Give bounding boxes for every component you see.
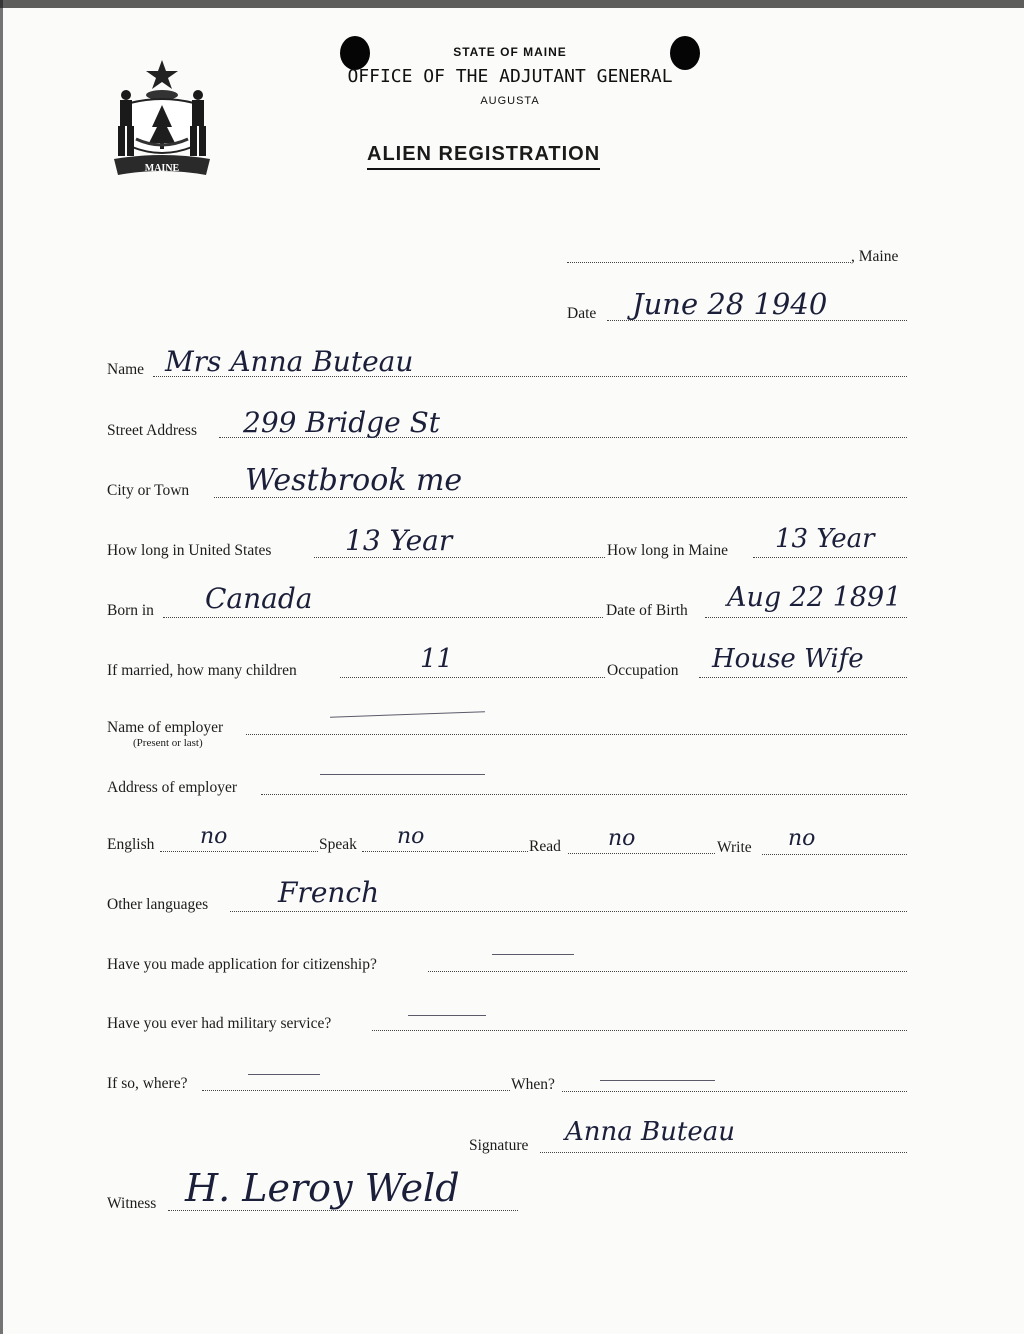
when-dotted-line — [562, 1091, 907, 1092]
born-in-value[interactable]: Canada — [205, 582, 313, 615]
state-seal-icon — [108, 55, 216, 180]
name-value[interactable]: Mrs Anna Buteau — [165, 345, 414, 378]
when-label: When? — [511, 1076, 555, 1093]
city-label: City or Town — [107, 482, 190, 499]
dob-value[interactable]: Aug 22 1891 — [727, 582, 902, 613]
citizenship-label: Have you made application for citizenship? — [107, 956, 377, 973]
date-value[interactable]: June 28 1940 — [632, 287, 828, 321]
occupation-dotted-line — [699, 677, 907, 678]
witness-label: Witness — [107, 1195, 157, 1212]
read-value[interactable]: no — [608, 826, 636, 851]
employer-sublabel: (Present or last) — [133, 737, 203, 749]
english-dotted-line — [160, 851, 318, 852]
citizenship-dotted-line — [428, 971, 907, 972]
born-in-label: Born in — [107, 602, 154, 619]
military-dash — [408, 1015, 486, 1016]
how-long-maine-label: How long in Maine — [607, 542, 728, 559]
city-heading: AUGUSTA — [480, 95, 540, 107]
place-dotted-line — [567, 262, 851, 263]
how-long-us-label: How long in United States — [107, 542, 272, 559]
other-languages-label: Other languages — [107, 896, 209, 913]
read-label: Read — [529, 838, 561, 855]
occupation-value[interactable]: House Wife — [712, 644, 864, 674]
occupation-label: Occupation — [607, 662, 679, 679]
witness-dotted-line — [168, 1210, 518, 1211]
speak-label: Speak — [319, 836, 357, 853]
how-long-maine-value[interactable]: 13 Year — [775, 524, 875, 554]
read-dotted-line — [568, 853, 715, 854]
employer-dash — [330, 711, 485, 717]
english-label: English — [107, 836, 155, 853]
dob-label: Date of Birth — [606, 602, 688, 619]
street-value[interactable]: 299 Bridge St — [243, 406, 441, 439]
city-value[interactable]: Westbrook me — [245, 463, 463, 498]
seal-banner-text: MAINE — [144, 163, 180, 174]
where-dash — [248, 1074, 320, 1075]
state-heading: STATE OF MAINE — [453, 45, 567, 59]
scan-top-edge — [0, 0, 1024, 8]
witness-value[interactable]: H. Leroy Weld — [185, 1166, 460, 1210]
write-dotted-line — [762, 854, 907, 855]
office-heading: OFFICE OF THE ADJUTANT GENERAL — [347, 66, 673, 87]
employer-address-label: Address of employer — [107, 779, 237, 796]
form-title: ALIEN REGISTRATION — [367, 143, 600, 170]
signature-label: Signature — [469, 1137, 529, 1154]
where-dotted-line — [202, 1090, 510, 1091]
maine-label: , Maine — [851, 248, 899, 265]
english-value[interactable]: no — [200, 824, 228, 849]
children-dotted-line — [340, 677, 605, 678]
write-value[interactable]: no — [788, 826, 816, 851]
signature-dotted-line — [540, 1152, 907, 1153]
employer-dotted-line — [246, 734, 907, 735]
how-long-maine-dotted-line — [753, 557, 907, 558]
other-languages-dotted-line — [230, 911, 907, 912]
employer-address-dash — [320, 774, 485, 775]
street-label: Street Address — [107, 422, 197, 439]
write-label: Write — [717, 839, 752, 856]
children-label: If married, how many children — [107, 662, 297, 679]
name-label: Name — [107, 361, 145, 378]
where-label: If so, where? — [107, 1075, 188, 1092]
military-label: Have you ever had military service? — [107, 1015, 332, 1032]
speak-dotted-line — [362, 851, 528, 852]
employer-label: Name of employer — [107, 719, 224, 736]
citizenship-dash — [492, 954, 574, 955]
signature-value[interactable]: Anna Buteau — [565, 1117, 735, 1147]
date-label: Date — [567, 305, 597, 322]
born-in-dotted-line — [163, 617, 603, 618]
dob-dotted-line — [705, 617, 907, 618]
how-long-us-dotted-line — [314, 557, 605, 558]
when-dash — [600, 1080, 715, 1081]
scan-left-edge — [0, 0, 3, 1334]
military-dotted-line — [372, 1030, 907, 1031]
employer-address-dotted-line — [261, 794, 907, 795]
how-long-us-value[interactable]: 13 Year — [345, 524, 453, 557]
speak-value[interactable]: no — [397, 824, 425, 849]
other-languages-value[interactable]: French — [278, 876, 380, 909]
children-value[interactable]: 11 — [420, 644, 454, 674]
